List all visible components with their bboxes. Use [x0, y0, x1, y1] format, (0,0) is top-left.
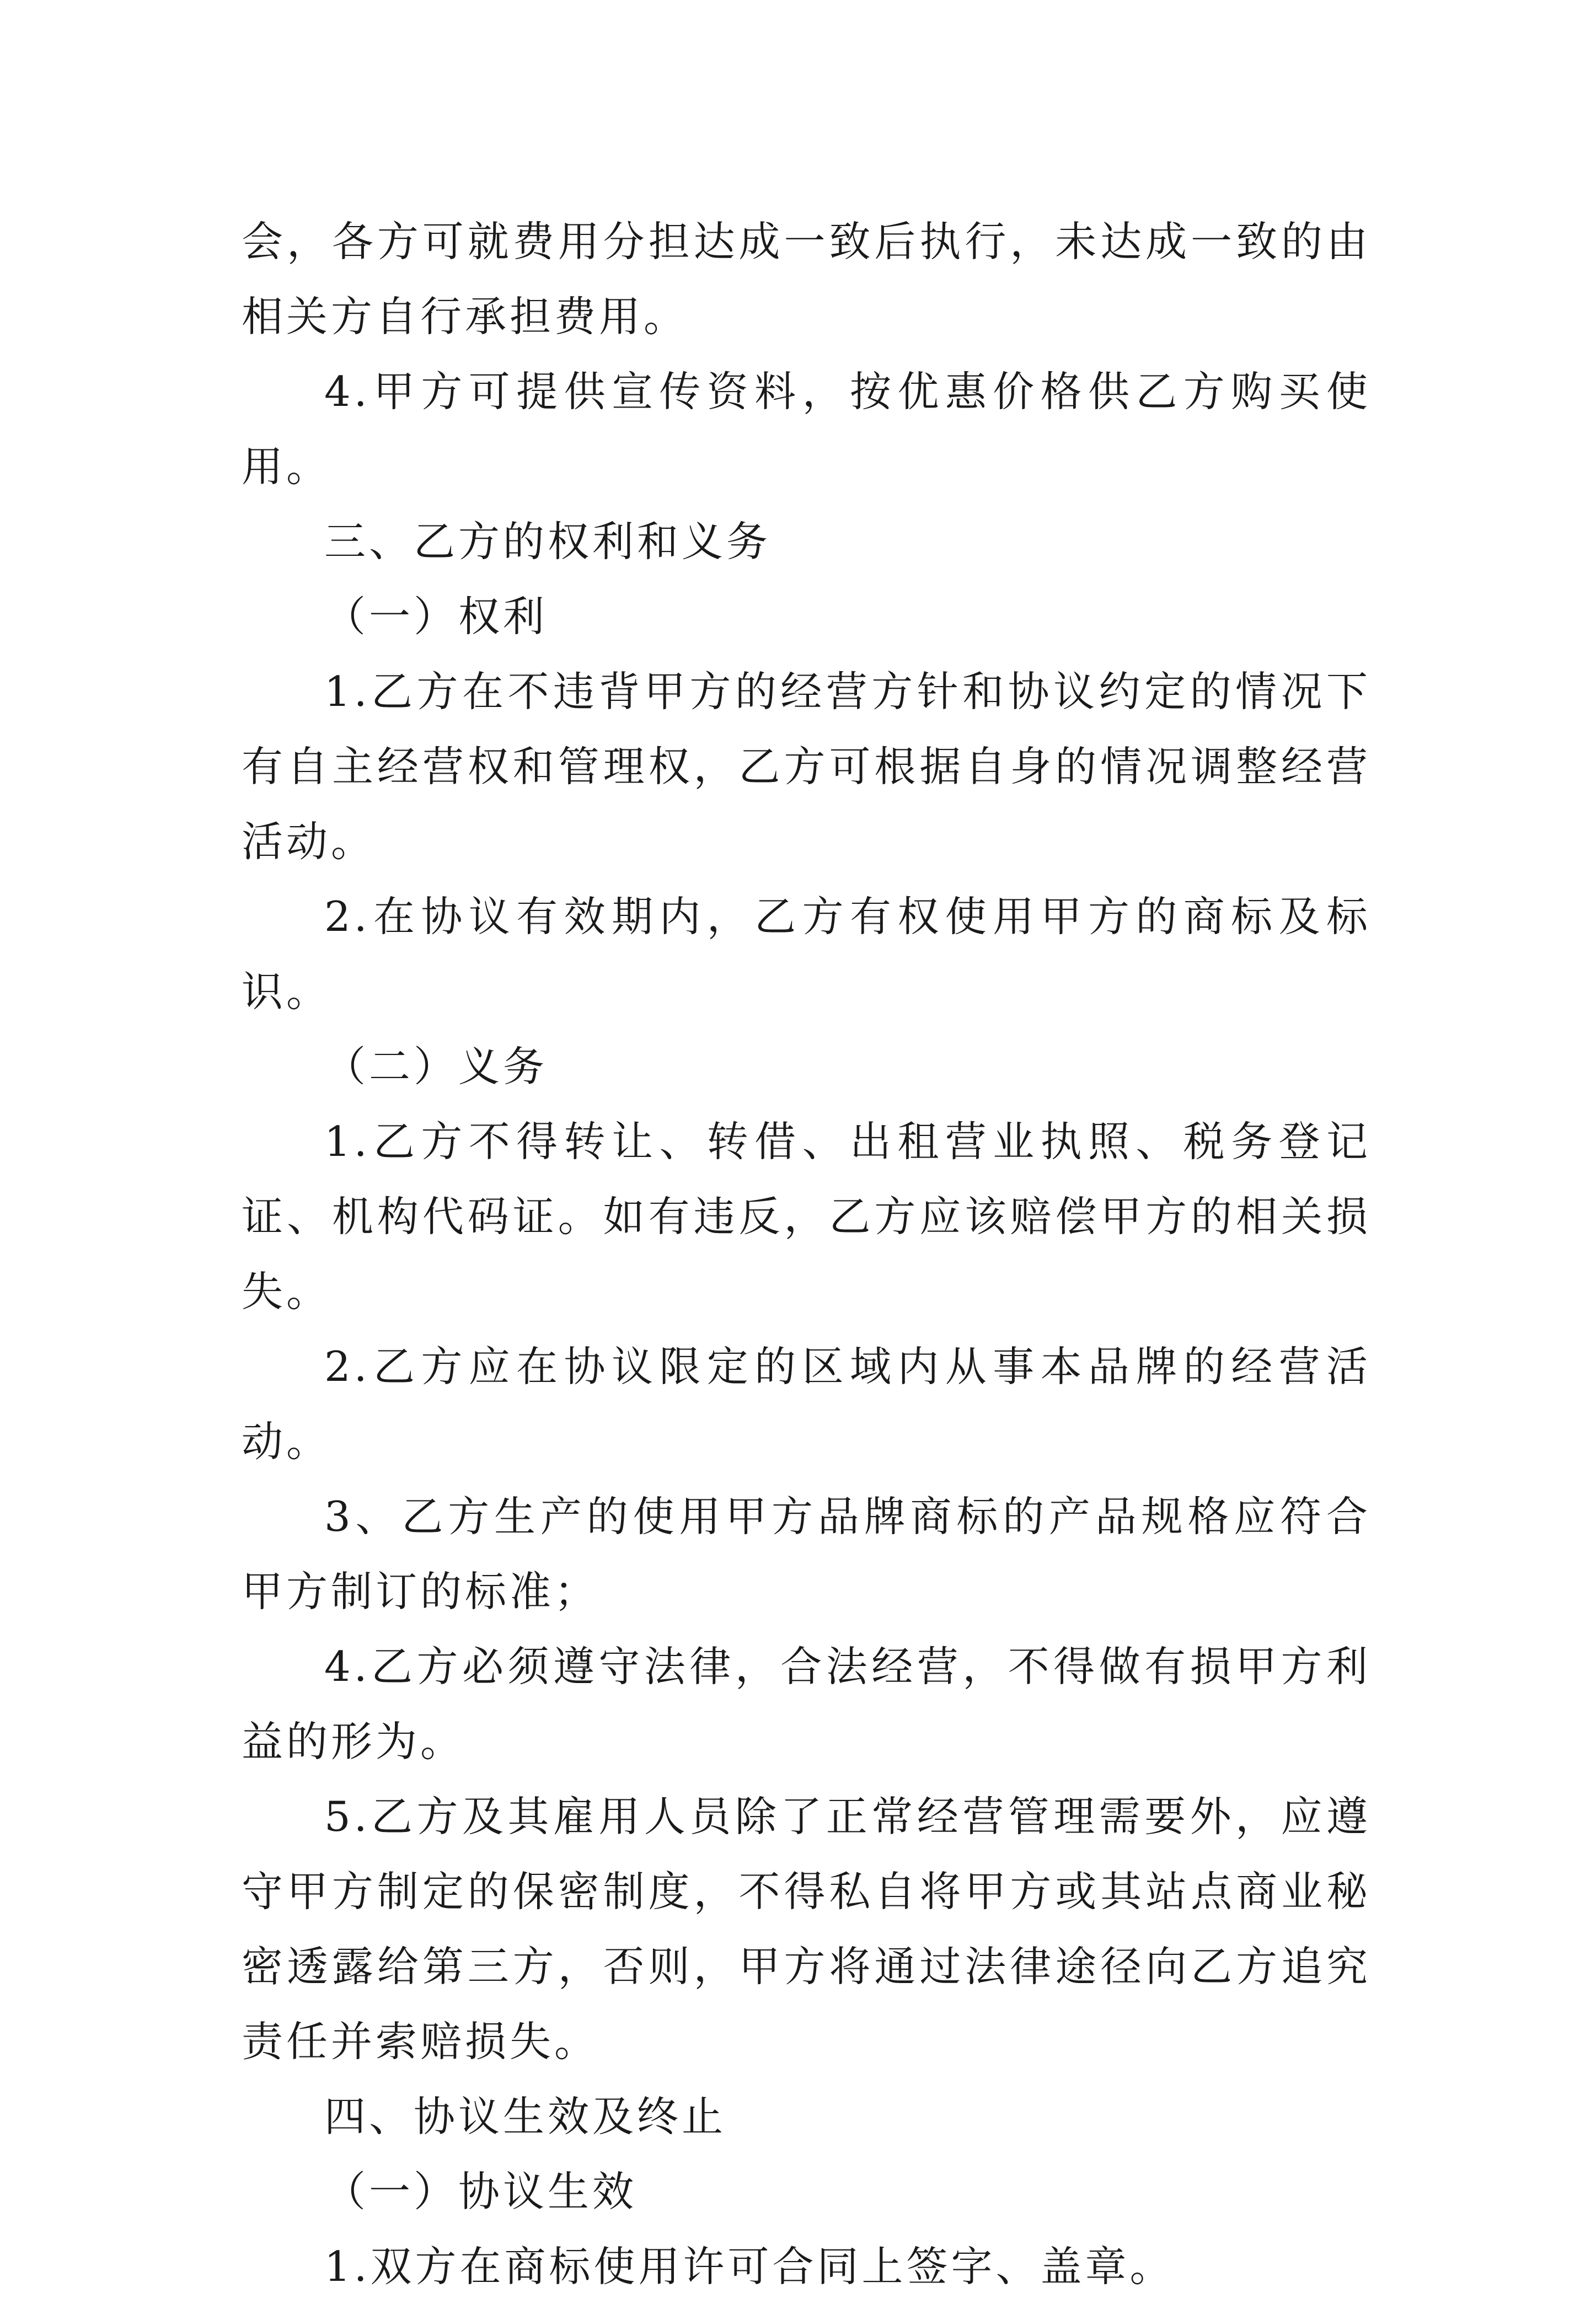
- subsection-heading: （二）义务: [324, 1042, 548, 1091]
- paragraph-item: 1.乙方在不违背甲方的经营方针和协议约定的情况下有自主经营权和管理权，乙方可根据自身的情况调整经营活动。: [242, 667, 1371, 866]
- paragraph-item: 4.甲方可提供宣传资料，按优惠价格供乙方购买使用。: [242, 367, 1371, 491]
- paragraph-item: 1.乙方不得转让、转借、出租营业执照、税务登记证、机构代码证。如有违反，乙方应该赔偿甲方的相关损失。: [242, 1117, 1371, 1316]
- paragraph-item: 5.乙方及其雇用人员除了正常经营管理需要外，应遵守甲方制定的保密制度，不得私自将甲方或其站点商业秘密透露给第三方，否则，甲方将通过法律途径向乙方追究责任并索赔损失。: [242, 1792, 1371, 2066]
- document-body: [242, 204, 1371, 2304]
- paragraph-item: 1.双方在商标使用许可合同上签字、盖章。: [324, 2242, 1175, 2291]
- section-heading: 三、乙方的权利和义务: [324, 517, 772, 566]
- paragraph-item: 2.乙方应在协议限定的区域内从事本品牌的经营活动。: [242, 1342, 1371, 1466]
- paragraph-item: 3、乙方生产的使用甲方品牌商标的产品规格应符合甲方制订的标准；: [242, 1492, 1371, 1616]
- subsection-heading: （一）权利: [324, 592, 548, 641]
- paragraph-item: 4.乙方必须遵守法律，合法经营，不得做有损甲方利益的形为。: [242, 1642, 1371, 1766]
- paragraph-continuation: 会，各方可就费用分担达成一致后执行，未达成一致的由相关方自行承担费用。: [242, 217, 1371, 341]
- paragraph-item: 2.在协议有效期内，乙方有权使用甲方的商标及标识。: [242, 892, 1371, 1016]
- section-heading: 四、协议生效及终止: [324, 2092, 727, 2141]
- subsection-heading: （一）协议生效: [324, 2167, 638, 2216]
